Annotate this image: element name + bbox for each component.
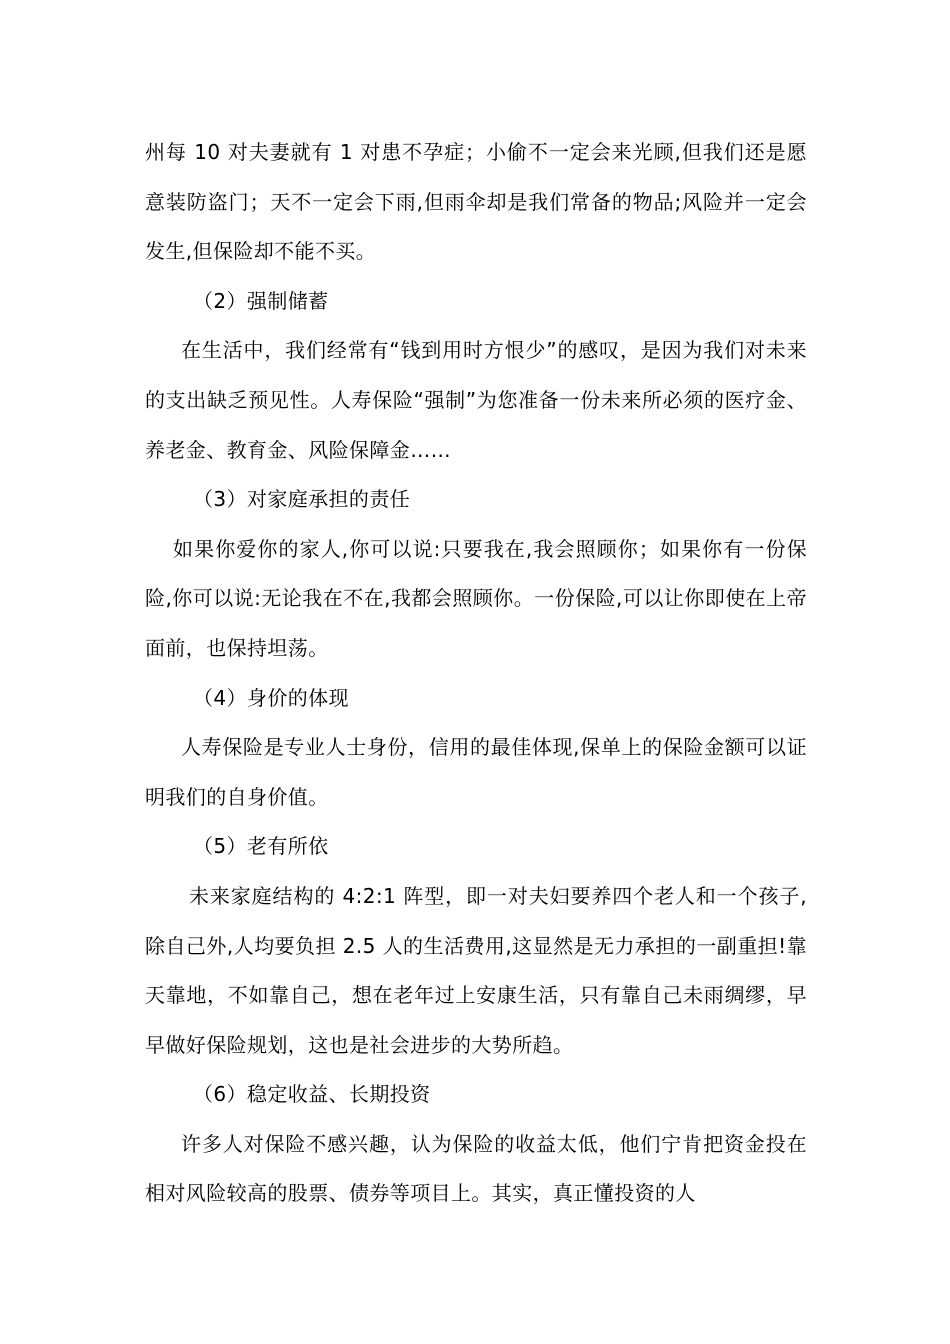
heading-forced-savings: （2）强制储蓄 xyxy=(193,288,329,313)
paragraph-infertility-analogy: 州每 10 对夫妻就有 1 对患不孕症；小偷不一定会来光顾,但我们还是愿意装防盗门；天不一定会下雨,但雨伞却是我们常备的物品;风险并一定会发生,但保险却不能不买。 xyxy=(145,140,807,264)
heading-self-worth: （4）身价的体现 xyxy=(193,685,349,710)
paragraph-stable-returns: 许多人对保险不感兴趣，认为保险的收益太低，他们宁肯把资金投在相对风险较高的股票、债券等项目上。其实，真正懂投资的人 xyxy=(145,1131,807,1206)
paragraph-elderly-support: 未来家庭结构的 4:2:1 阵型，即一对夫妇要养四个老人和一个孩子,除自己外,人均要负担 2.5 人的生活费用,这显然是无力承担的一副重担!靠天靠地，不如靠自己，想在老年过上安康生活，只有靠自己未雨绸缪，早早做好保险规划，这也是社会进步的大势所趋。 xyxy=(145,883,807,1057)
heading-elderly-support: （5）老有所依 xyxy=(193,834,329,859)
paragraph-forced-savings: 在生活中，我们经常有“钱到用时方恨少”的感叹，是因为我们对未来的支出缺乏预见性。人寿保险“强制”为您准备一份未来所必须的医疗金、养老金、教育金、风险保障金…… xyxy=(145,338,807,462)
paragraph-self-worth: 人寿保险是专业人士身份，信用的最佳体现,保单上的保险金额可以证明我们的自身价值。 xyxy=(145,735,807,809)
heading-family-responsibility: （3）对家庭承担的责任 xyxy=(193,487,411,512)
paragraph-family-responsibility: 如果你爱你的家人,你可以说:只要我在,我会照顾你；如果你有一份保险,你可以说:无论我在不在,我都会照顾你。一份保险,可以让你即使在上帝面前，也保持坦荡。 xyxy=(145,536,807,660)
heading-stable-returns: （6）稳定收益、长期投资 xyxy=(193,1082,431,1107)
document-body xyxy=(145,128,807,1219)
